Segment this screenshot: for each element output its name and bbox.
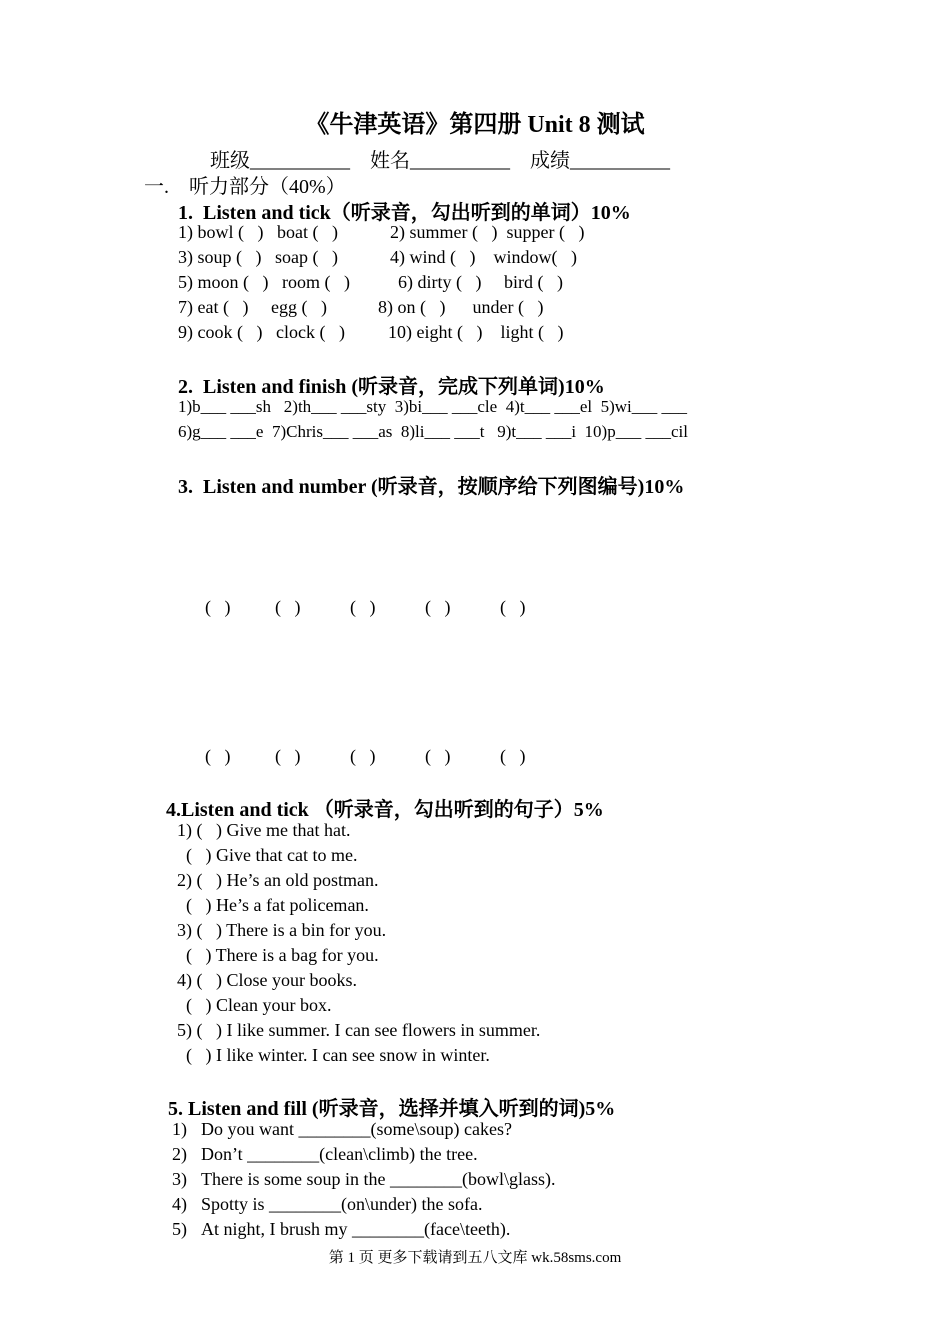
page-title: 《牛津英语》第四册 Unit 8 测试 [305, 112, 645, 138]
q5-item-text: At night, I brush my ________(face\teeth). [201, 1219, 511, 1239]
q2-line-1: 1)b___ ___sh 2)th___ ___sty 3)bi___ ___cle 4)t___ ___el 5)wi___ ___ [178, 397, 688, 416]
page-footer: 第 1 页 更多下载请到五八文库 wk.58sms.com [328, 1250, 622, 1266]
q1-row-5-left: 9) cook ( ) clock ( ) [178, 322, 345, 342]
q3-blank: ( ) [275, 746, 301, 766]
q1-row-5-right: 10) eight ( ) light ( ) [388, 322, 564, 342]
q5-item-text: Don’t ________(clean\climb) the tree. [201, 1144, 478, 1164]
q5-item-text: There is some soup in the ________(bowl\glass). [201, 1169, 556, 1189]
q3-blank: ( ) [425, 597, 451, 617]
q4-line: ( ) Clean your box. [177, 995, 332, 1015]
q1-row-1-left: 1) bowl ( ) boat ( ) [178, 222, 338, 242]
q1-row-3-right: 6) dirty ( ) bird ( ) [398, 272, 563, 292]
q1-heading: 1. Listen and tick（听录音，勾出听到的单词）10% [178, 202, 631, 224]
q1-row-4-left: 7) eat ( ) egg ( ) [178, 297, 327, 317]
q4-line: 5) ( ) I like summer. I can see flowers in summer. [177, 1020, 541, 1040]
q5-item-number: 2) [172, 1144, 187, 1164]
q4-line: ( ) I like winter. I can see snow in winter. [177, 1045, 490, 1065]
student-info-line: 班级__________ 姓名__________ 成绩__________ [210, 150, 670, 172]
q4-line: ( ) There is a bag for you. [177, 945, 379, 965]
q5-heading: 5. Listen and fill (听录音，选择并填入听到的词)5% [168, 1098, 616, 1120]
q4-line: 1) ( ) Give me that hat. [177, 820, 351, 840]
q3-blank: ( ) [500, 597, 526, 617]
q3-blank: ( ) [275, 597, 301, 617]
q3-blank: ( ) [350, 746, 376, 766]
q1-row-1-right: 2) summer ( ) supper ( ) [390, 222, 585, 242]
q3-blank: ( ) [500, 746, 526, 766]
q4-line: ( ) He’s a fat policeman. [177, 895, 369, 915]
q5-item-number: 3) [172, 1169, 187, 1189]
q4-line: ( ) Give that cat to me. [177, 845, 358, 865]
q3-blank: ( ) [425, 746, 451, 766]
q5-item-number: 5) [172, 1219, 187, 1239]
q4-line: 3) ( ) There is a bin for you. [177, 920, 387, 940]
q2-heading: 2. Listen and finish (听录音，完成下列单词)10% [178, 376, 605, 398]
q1-row-4-right: 8) on ( ) under ( ) [378, 297, 544, 317]
q3-blank: ( ) [350, 597, 376, 617]
q5-item-number: 4) [172, 1194, 187, 1214]
q5-item-text: Spotty is ________(on\under) the sofa. [201, 1194, 483, 1214]
q5-item-number: 1) [172, 1119, 187, 1139]
q3-blank: ( ) [205, 746, 231, 766]
q2-line-2: 6)g___ ___e 7)Chris___ ___as 8)li___ ___t 9)t___ ___i 10)p___ ___cil [178, 422, 688, 441]
q4-line: 4) ( ) Close your books. [177, 970, 357, 990]
section-listening-heading: 一. 听力部分（40%） [144, 176, 346, 198]
q3-heading: 3. Listen and number (听录音，按顺序给下列图编号)10% [178, 476, 685, 498]
q1-row-2-left: 3) soup ( ) soap ( ) [178, 247, 338, 267]
q1-row-3-left: 5) moon ( ) room ( ) [178, 272, 350, 292]
q4-line: 2) ( ) He’s an old postman. [177, 870, 379, 890]
q5-item-text: Do you want ________(some\soup) cakes? [201, 1119, 512, 1139]
q3-blank: ( ) [205, 597, 231, 617]
q1-row-2-right: 4) wind ( ) window( ) [390, 247, 577, 267]
q4-heading: 4.Listen and tick （听录音，勾出听到的句子）5% [166, 799, 604, 821]
